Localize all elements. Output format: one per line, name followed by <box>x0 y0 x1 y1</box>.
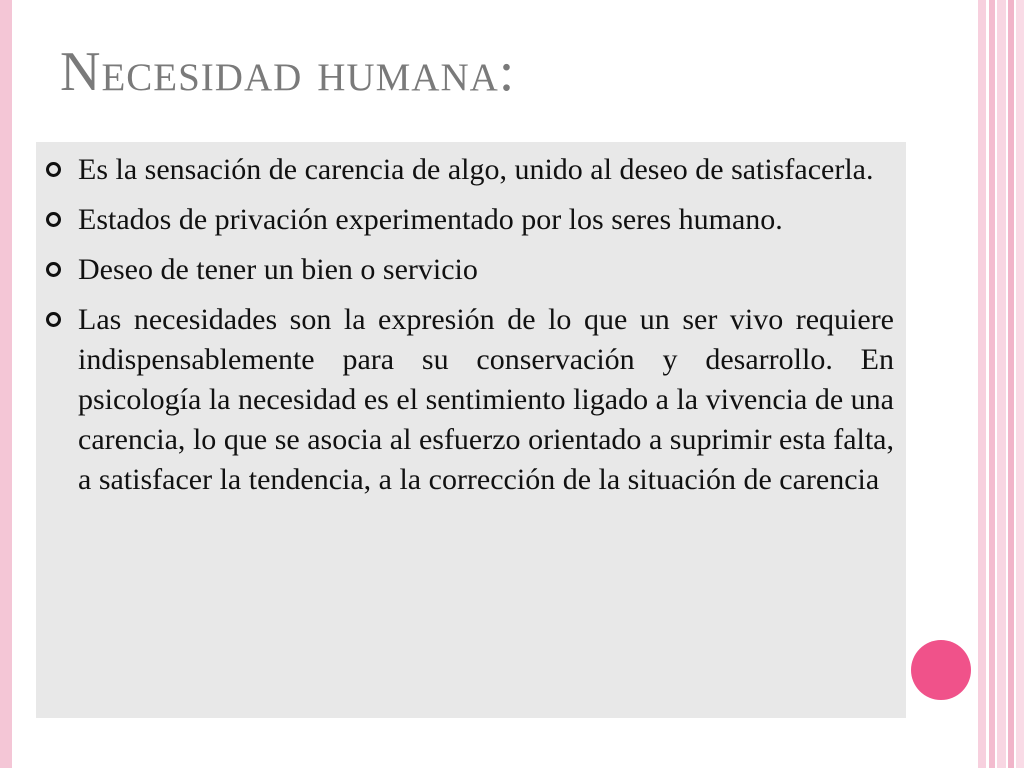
bullet-text: Estados de privación experimentado por los seres humano. <box>78 203 783 236</box>
hollow-circle-bullet-icon <box>46 262 61 277</box>
bullet-text: Es la sensación de carencia de algo, unido al deseo de satisfacerla. <box>78 153 874 186</box>
bullet-text: Deseo de tener un bien o servicio <box>78 253 478 286</box>
left-decorative-stripe <box>0 0 12 768</box>
bullet-item <box>78 200 894 240</box>
right-decorative-stripe <box>989 0 995 768</box>
bullet-item <box>78 300 894 500</box>
bullet-text: Las necesidades son la expresión de lo que un ser vivo requiere indispensablemente para su conservación y desarrollo. En psicología la necesidad es el sentimiento ligado a la vivencia de una carencia, lo que se asocia al esfuerzo orientado a suprimir esta falta, a satisfacer la tendencia, a la corrección de la situación de carencia <box>78 303 894 496</box>
hollow-circle-bullet-icon <box>46 212 61 227</box>
pink-circle-decoration <box>911 640 971 700</box>
slide-title: Necesidad humana: <box>60 41 516 103</box>
right-decorative-stripe <box>1008 0 1014 768</box>
bullet-item <box>78 150 894 190</box>
bullet-item <box>78 250 894 290</box>
right-decorative-stripe <box>997 0 1006 768</box>
content-box <box>36 142 906 718</box>
hollow-circle-bullet-icon <box>46 162 61 177</box>
hollow-circle-bullet-icon <box>46 312 61 327</box>
bullet-list <box>36 142 906 500</box>
right-decorative-stripe <box>1016 0 1024 768</box>
right-decorative-stripe <box>978 0 986 768</box>
